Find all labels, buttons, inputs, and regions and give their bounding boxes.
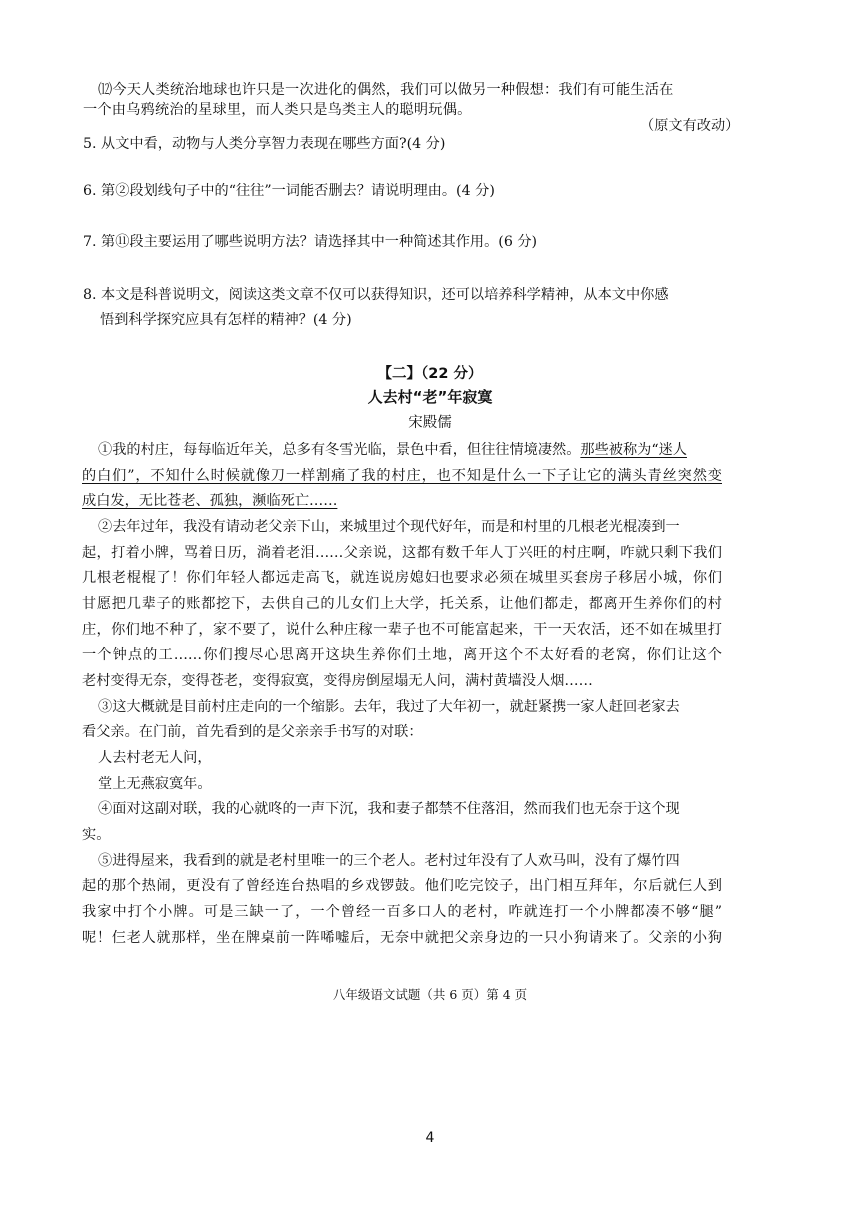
article-title: 人去村“老”年寂寞	[367, 388, 493, 406]
underlined-sentence-line2: 的白们”，不知什么时候就像刀一样割痛了我的村庄，也不知是什么一下子让它的满头青丝突然变	[82, 468, 722, 484]
question-8-line1: 8. 本文是科普说明文，阅读这类文章不仅可以获得知识，还可以培养科学精神，从本文中你感	[83, 287, 669, 303]
paragraph-3-line2: 看父亲。在门前，首先看到的是父亲亲手书写的对联：	[82, 724, 423, 740]
section-heading: 【二】（22 分）	[377, 366, 483, 382]
couplet-line-1: 人去村老无人问，	[98, 750, 212, 766]
paragraph-2-line4: 甘愿把几辈子的账都挖下，去供自己的儿女们上大学，托关系，让他们都走，都离开生养你们的村	[82, 596, 722, 612]
paragraph-2-line1: ②去年过年，我没有请动老父亲下山，来城里过个现代好年，而是和村里的几根老光棍凑到一	[98, 519, 680, 535]
paragraph-3-line1: ③这大概就是目前村庄走向的一个缩影。去年，我过了大年初一，就赶紧携一家人赶回老家去	[98, 699, 680, 715]
paragraph-2-line5: 庄，你们地不种了，家不要了，说什么种庄稼一辈子也不可能富起来，干一天农活，还不如在城里打	[82, 622, 722, 638]
underlined-sentence-start: 那些被称为“迷人	[580, 442, 687, 458]
paragraph-5-line2: 起的那个热闹，更没有了曾经连台热唱的乡戏锣鼓。他们吃完饺子，出门相互拜年，尔后就仨人到	[82, 878, 722, 894]
page-footer: 八年级语文试题（共 6 页）第 4 页	[332, 987, 528, 1002]
paragraph-4-line2: 实。	[82, 827, 111, 843]
paragraph-5-line4: 呢！仨老人就那样，坐在牌桌前一阵唏嘘后，无奈中就把父亲身边的一只小狗请来了。父亲的小狗	[82, 930, 722, 946]
question-7: 7. 第⑪段主要运用了哪些说明方法？请选择其中一种简述其作用。(6 分)	[83, 234, 538, 250]
paragraph-2-line2: 起，打着小牌，骂着日历，淌着老泪……父亲说，这都有数千年人丁兴旺的村庄啊，咋就只剩下我们	[82, 545, 722, 561]
paragraph-2-line7: 老村变得无奈，变得苍老，变得寂寞，变得房倒屋塌无人问，满村黄墙没人烟……	[82, 673, 593, 689]
passage-paragraph-12-line2: 一个由乌鸦统治的星球里，而人类只是鸟类主人的聪明玩偶。	[83, 102, 472, 118]
paragraph-4-line1: ④面对这副对联，我的心就咚的一声下沉，我和妻子都禁不住落泪，然而我们也无奈于这个现	[98, 801, 680, 817]
source-note: （原文有改动）	[640, 118, 740, 134]
paragraph-2-line6: 一个钟点的工……你们搜尽心思离开这块生养你们土地，离开这个不太好看的老窝，你们让这个	[82, 647, 722, 663]
underlined-sentence-line3: 成白发，无比苍老、孤独，濒临死亡……	[82, 493, 338, 509]
paragraph-2-line3: 几根老棍棍了！你们年轻人都远走高飞，就连说房媳妇也要求必须在城里买套房子移居小城，你们	[82, 570, 722, 586]
question-8-line2: 悟到科学探究应具有怎样的精神？(4 分)	[100, 312, 352, 328]
page-number: 4	[425, 1130, 435, 1146]
paragraph-1-line1-text: ①我的村庄，每每临近年关，总多有冬雪光临，景色中看，但往往情境凄然。	[98, 442, 581, 458]
passage-paragraph-12-line1: ⑿今天人类统治地球也许只是一次进化的偶然，我们可以做另一种假想：我们有可能生活在	[98, 82, 674, 98]
couplet-line-2: 堂上无燕寂寞年。	[98, 776, 212, 792]
paragraph-5-line1: ⑤进得屋来，我看到的就是老村里唯一的三个老人。老村过年没有了人欢马叫，没有了爆竹四	[98, 853, 680, 869]
question-6: 6. 第②段划线句子中的“往往”一词能否删去？请说明理由。(4 分)	[83, 183, 495, 199]
paragraph-5-line3: 我家中打个小牌。可是三缺一了，一个曾经一百多口人的老村，咋就连打一个小牌都凑不够“腿”	[82, 904, 722, 920]
paragraph-1-line1	[98, 440, 687, 460]
article-author: 宋殿儒	[408, 415, 452, 431]
question-5: 5. 从文中看，动物与人类分享智力表现在哪些方面?(4 分)	[83, 136, 446, 152]
